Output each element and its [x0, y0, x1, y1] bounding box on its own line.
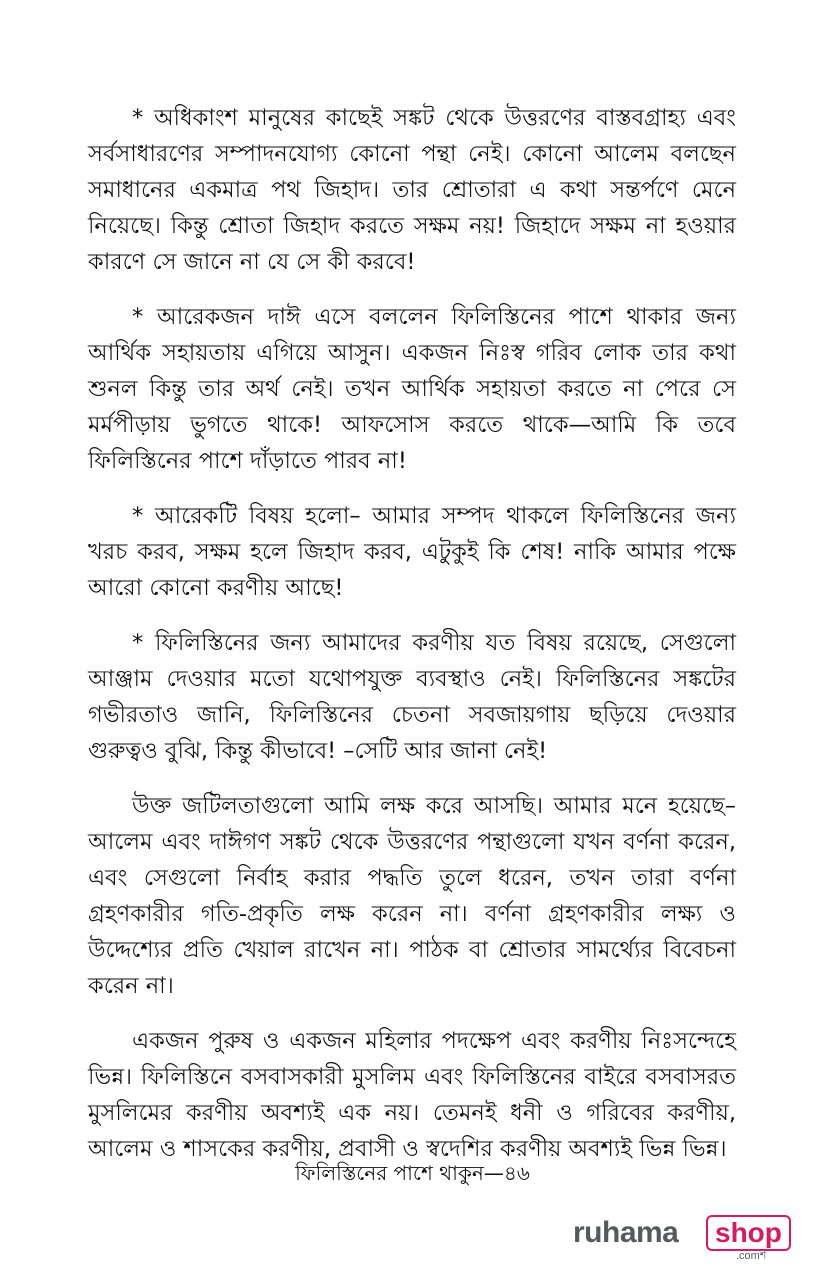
- paragraph: * ফিলিস্তিনের জন্য আমাদের করণীয় যত বিষয় রয়েছে, সেগুলো আঞ্জাম দেওয়ার মতো যথোপযুক্ত ব্যবস্থাও নেই। ফিলিস্তিনের সঙ্কটের গভীরতাও জানি, ফিলিস্তিনের চেতনা সবজায়গায় ছড়িয়ে দেওয়ার গুরুত্বও বুঝি, কিন্তু কীভাবে! –সেটি আর জানা নেই!: [88, 630, 736, 764]
- paragraph: * আরেকজন দাঈ এসে বললেন ফিলিস্তিনের পাশে থাকার জন্য আর্থিক সহায়তায় এগিয়ে আসুন। একজন নিঃস্ব গরিব লোক তার কথা শুনল কিন্তু তার অর্থ নেই। তখন আর্থিক সহায়তা করতে না পেরে সে মর্মপীড়ায় ভুগতে থাকে! আফসোস করতে থাকে—আমি কি তবে ফিলিস্তিনের পাশে দাঁড়াতে পারব না!: [88, 304, 736, 474]
- page-footer-running-title: ফিলিস্তিনের পাশে থাকুন—৪৬: [295, 1161, 530, 1185]
- paragraph: একজন পুরুষ ও একজন মহিলার পদক্ষেপ এবং করণীয় নিঃসন্দেহে ভিন্ন। ফিলিস্তিনে বসবাসকারী মুসলিম এবং ফিলিস্তিনের বাইরে বসবাসরত মুসলিমের করণীয় অবশ্যই এক নয়। তেমনই ধনী ও গরিবের করণীয়, আলেম ও শাসকের করণীয়, প্রবাসী ও স্বদেশির করণীয় অবশ্যই ভিন্ন ভিন্ন।: [88, 1028, 736, 1162]
- watermark-domain: .comশ: [736, 1250, 767, 1262]
- paragraph: উক্ত জটিলতাগুলো আমি লক্ষ করে আসছি। আমার মনে হয়েছে– আলেম এবং দাঈগণ সঙ্কট থেকে উত্তরণের পন্থাগুলো যখন বর্ণনা করেন, এবং সেগুলো নির্বাহ করার পদ্ধতি তুলে ধরেন, তখন তারা বর্ণনা গ্রহণকারীর গতি-প্রকৃতি লক্ষ করেন না। বর্ণনা গ্রহণকারীর লক্ষ্য ও উদ্দেশ্যের প্রতি খেয়াল রাখেন না। পাঠক বা শ্রোতার সামর্থ্যের বিবেচনা করেন না।: [88, 793, 736, 999]
- watermark-name-part2: shop: [706, 1215, 791, 1251]
- paragraph: * অধিকাংশ মানুষের কাছেই সঙ্কট থেকে উত্তরণের বাস্তবগ্রাহ্য এবং সর্বসাধারণের সম্পাদনযোগ্য কোনো পন্থা নেই। কোনো আলেম বলছেন সমাধানের একমাত্র পথ জিহাদ। তার শ্রোতারা এ কথা সন্তর্পণে মেনে নিয়েছে। কিন্তু শ্রোতা জিহাদ করতে সক্ষম নয়! জিহাদে সক্ষম না হওয়ার কারণে সে জানে না যে সে কী করবে!: [88, 105, 736, 275]
- page-body: [88, 100, 736, 1186]
- paragraph: * আরেকটি বিষয় হলো– আমার সম্পদ থাকলে ফিলিস্তিনের জন্য খরচ করব, সক্ষম হলে জিহাদ করব, এটুকুই কি শেষ! নাকি আমার পক্ষে আরো কোনো করণীয় আছে!: [88, 503, 736, 601]
- ruhamashop-watermark-logo: [573, 1213, 793, 1261]
- watermark-name-part1: ruhama: [573, 1216, 679, 1249]
